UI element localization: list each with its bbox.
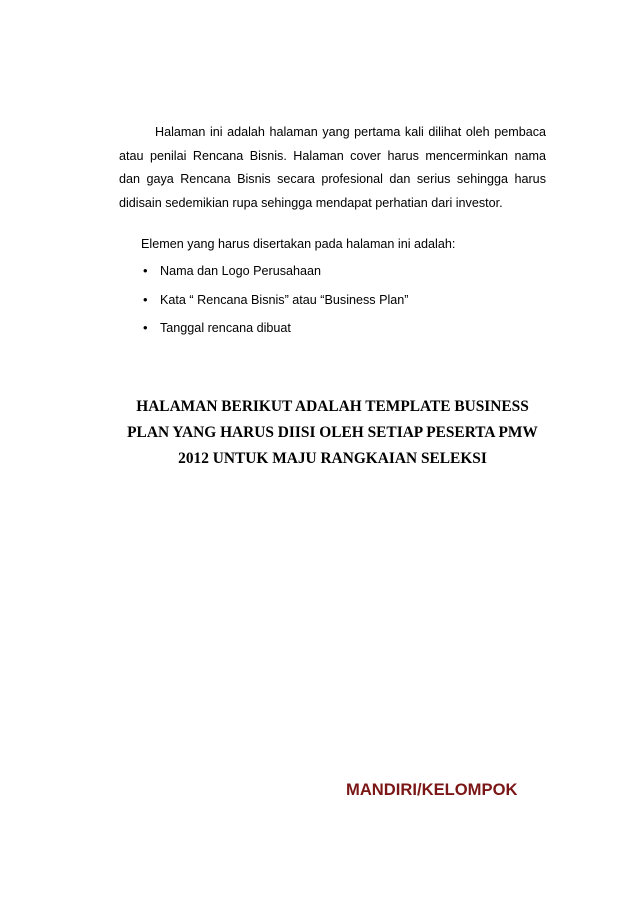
notice-line: HALAMAN BERIKUT ADALAH TEMPLATE BUSINESS [136,398,529,415]
mandiri-kelompok-label: MANDIRI/KELOMPOK [346,780,518,799]
notice-line: 2012 UNTUK MAJU RANGKAIAN SELEKSI [178,450,487,467]
intro-paragraph: Halaman ini adalah halaman yang pertama kali dilihat oleh pembaca atau penilai Rencana Bisnis. Halaman cover harus mencerminkan nama dan gaya Rencana Bisnis secara profesional dan serius sehingga harus didisain sedemikian rupa sehingga mendapat perhatian dari investor. [119,125,546,210]
list-item-text: Tanggal rencana dibuat [160,321,291,335]
template-notice [100,394,565,472]
elements-heading: Elemen yang harus disertakan pada halaman ini adalah: [141,237,456,251]
notice-line: PLAN YANG HARUS DIISI OLEH SETIAP PESERTA PMW [127,424,538,441]
list-item [141,290,409,319]
bullet-icon: • [143,320,148,335]
list-item [141,261,409,290]
list-item [141,318,409,347]
bullet-icon: • [143,263,148,278]
list-item-text: Kata “ Rencana Bisnis” atau “Business Plan” [160,292,409,307]
elements-list [141,261,409,347]
list-item-text: Nama dan Logo Perusahaan [160,264,322,278]
bullet-icon: • [143,291,148,307]
